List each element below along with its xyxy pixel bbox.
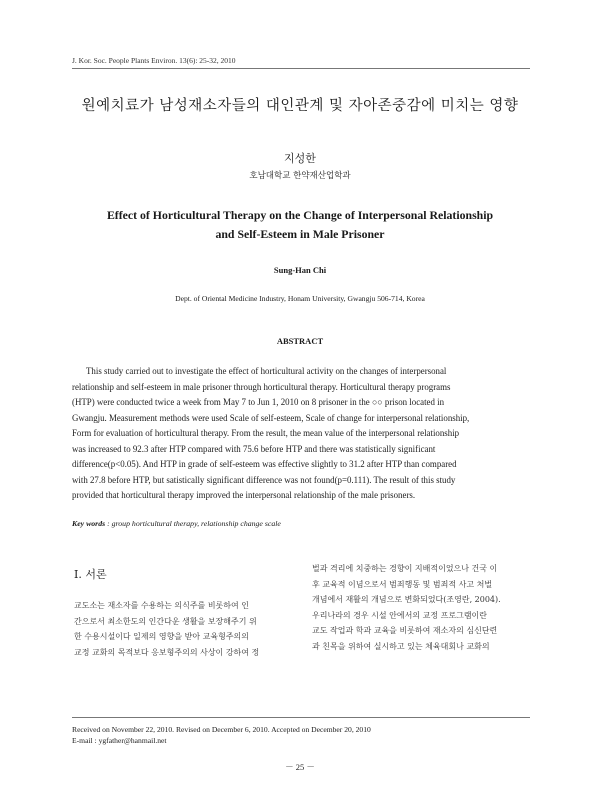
abstract-body bbox=[72, 364, 530, 504]
title-english-line-2: and Self-Esteem in Male Prisoner bbox=[215, 227, 385, 241]
author-english: Sung-Han Chi bbox=[273, 265, 327, 275]
section-heading: Ⅰ. 서론 bbox=[74, 568, 107, 581]
keywords-label: Key words bbox=[72, 519, 106, 528]
footnote-received: Received on November 22, 2010. Revised on December 6, 2010. Accepted on December 20, 2010 bbox=[72, 725, 371, 734]
keywords bbox=[72, 519, 281, 528]
abstract-heading: ABSTRACT bbox=[276, 336, 324, 346]
abstract-line: Form for evaluation of horticultural therapy. From the result, the mean value of the interpersonal relationship bbox=[72, 428, 460, 438]
abstract-line: was increased to 92.3 after HTP compared with 75.6 before HTP and there was statistically significant bbox=[72, 443, 436, 454]
body-column-left bbox=[74, 598, 294, 660]
body-line: 과 친목을 위하여 실시하고 있는 체육대회나 교화의 bbox=[312, 641, 490, 651]
body-line: 교도소는 재소자를 수용하는 의식주를 비롯하여 인 bbox=[74, 601, 250, 610]
abstract-line: (HTP) were conducted twice a week from May 7 to Jun 1, 2010 on 8 prisoner in the ○○ prison located in bbox=[72, 397, 445, 407]
title-english-line-1: Effect of Horticultural Therapy on the Change of Interpersonal Relationship bbox=[106, 208, 494, 222]
affiliation-korean: 호남대학교 한약재산업학과 bbox=[249, 171, 351, 181]
abstract-line: with 27.8 before HTP, but satistically significant difference was not found(p=0.111). The result of this study bbox=[72, 474, 456, 485]
footnote-rule bbox=[72, 717, 530, 718]
abstract-line: This study carried out to investigate the effect of horticultural activity on the changes of interpersonal bbox=[86, 366, 447, 376]
header-rule bbox=[72, 68, 530, 69]
footnote-email: E-mail : ygfather@hanmail.net bbox=[72, 736, 167, 745]
body-line: 교도 작업과 학과 교육을 비롯하여 재소자의 심신단련 bbox=[312, 626, 498, 635]
title-english bbox=[0, 206, 600, 244]
abstract-line: provided that horticultural therapy improved the interpersonal relationship of the male prisoners. bbox=[72, 490, 416, 500]
title-korean: 원예치료가 남성재소자들의 대인관계 및 자아존중감에 미치는 영향 bbox=[81, 98, 519, 114]
keywords-text: : group horticultural therapy, relationship change scale bbox=[105, 519, 281, 528]
body-column-right bbox=[312, 561, 530, 654]
author-korean: 지성한 bbox=[284, 152, 316, 165]
body-line: 후 교육적 이념으로서 범죄행동 및 범죄적 사고 처벌 bbox=[312, 579, 493, 589]
body-line: 교정 교화의 목적보다 응보형주의의 사상이 강하여 정 bbox=[74, 647, 260, 657]
abstract-line: difference(p<0.05). And HTP in grade of self-esteem was effective slightly to 31.2 after HTP than compared bbox=[72, 459, 457, 469]
abstract-line: Gwangju. Measurement methods were used Scale of self-esteem, Scale of change for interpersonal relationship, bbox=[72, 412, 470, 423]
page-number: － 25 － bbox=[285, 762, 315, 772]
abstract-line: relationship and self-esteem in male prisoner through horticultural therapy. Horticultural therapy programs bbox=[72, 381, 451, 392]
body-line: 한 수용시설이다 일제의 영향을 받아 교육형주의의 bbox=[74, 632, 250, 641]
running-head: J. Kor. Soc. People Plants Environ. 13(6): 25-32, 2010 bbox=[72, 56, 236, 65]
footnote bbox=[72, 724, 371, 746]
body-line: 우리나라의 경우 시설 안에서의 교정 프로그램이란 bbox=[312, 610, 488, 620]
body-line: 벌과 격리에 치중하는 경향이 지배적이었으나 건국 이 bbox=[312, 564, 498, 573]
body-line: 개념에서 재활의 개념으로 변화되었다(조영란, 2004). bbox=[312, 595, 501, 604]
body-line: 간으로서 최소한도의 인간다운 생활을 보장해주기 위 bbox=[74, 616, 257, 626]
affiliation-english: Dept. of Oriental Medicine Industry, Honam University, Gwangju 506-714, Korea bbox=[175, 294, 425, 303]
